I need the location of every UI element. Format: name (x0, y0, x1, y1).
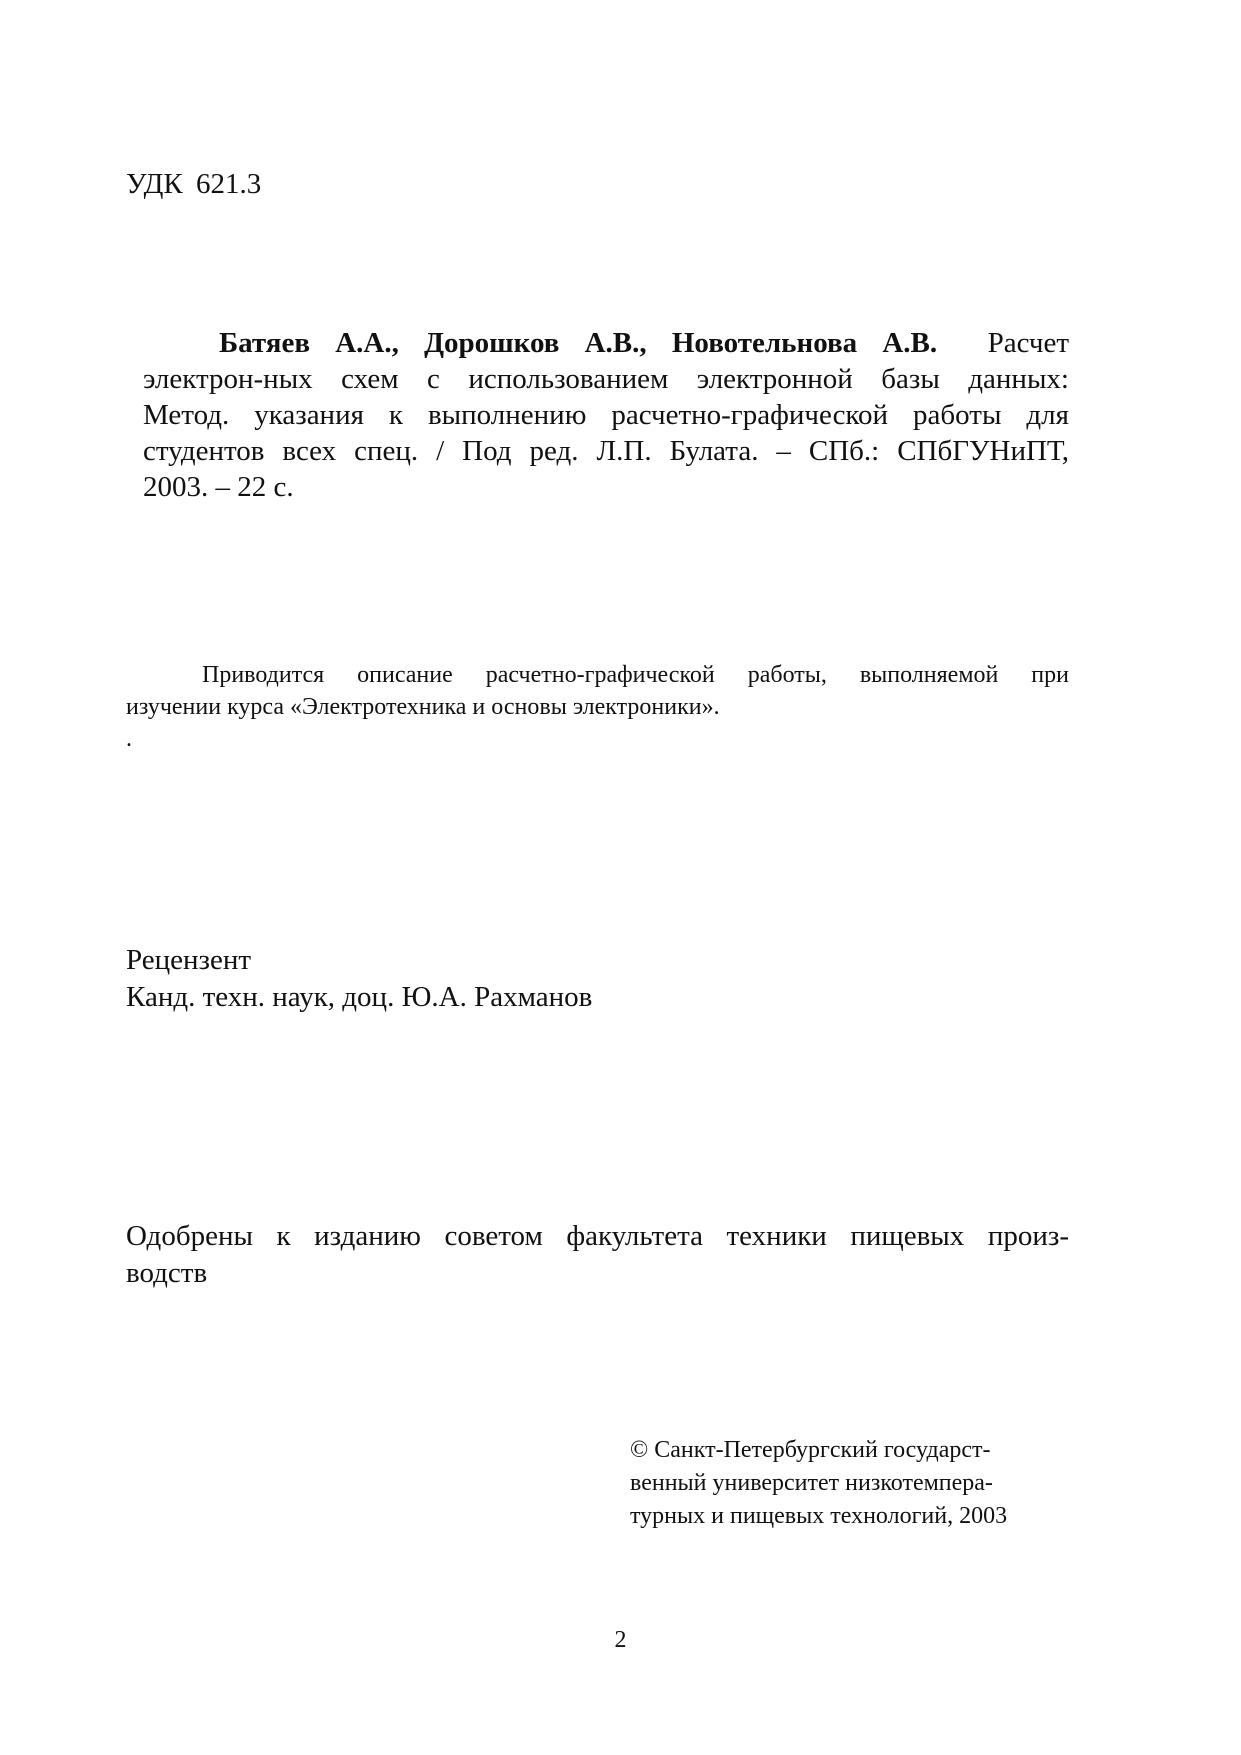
page-number: 2 (614, 1627, 627, 1653)
copyright-notice (630, 1434, 1070, 1533)
bibliographic-record (143, 325, 1069, 505)
title-start: Расчет (987, 327, 1069, 359)
abstract-trailing-mark: . (126, 726, 132, 752)
authors: Батяев А.А., Дорошков А.В., Новотельнова А.В. (219, 327, 938, 359)
abstract (126, 659, 1069, 755)
biblio-line-1 (143, 325, 1069, 361)
biblio-line-4: студентов всех спец. / Под ред. Л.П. Булата. – СПб.: СПбГУНиПТ, (143, 435, 1069, 467)
copyright-line-3: турных и пищевых технологий, 2003 (630, 1503, 1008, 1529)
udk-code: УДК 621.3 (126, 168, 262, 200)
copyright-line-1: © Санкт-Петербургский государст- (630, 1437, 991, 1463)
biblio-line-3: Метод. указания к выполнению расчетно-графической работы для (143, 399, 1069, 431)
copyright-line-2: венный университет низкотемпера- (630, 1470, 993, 1496)
reviewer-section (126, 942, 592, 1016)
approval-line-1: Одобрены к изданию советом факультета техники пищевых произ- (126, 1220, 1069, 1252)
approval-note (126, 1218, 1069, 1292)
abstract-line-2: изучении курса «Электротехника и основы электроники». (126, 694, 720, 720)
biblio-line-2: электрон-ных схем с использованием электронной базы данных: (143, 363, 1069, 395)
reviewer-label: Рецензент (126, 944, 252, 976)
abstract-line-1: Приводится описание расчетно-графической работы, выполняемой при (202, 662, 1069, 688)
approval-line-2: водств (126, 1257, 208, 1289)
reviewer-name: Канд. техн. наук, доц. Ю.А. Рахманов (126, 981, 593, 1013)
biblio-line-5: 2003. – 22 с. (143, 471, 294, 503)
